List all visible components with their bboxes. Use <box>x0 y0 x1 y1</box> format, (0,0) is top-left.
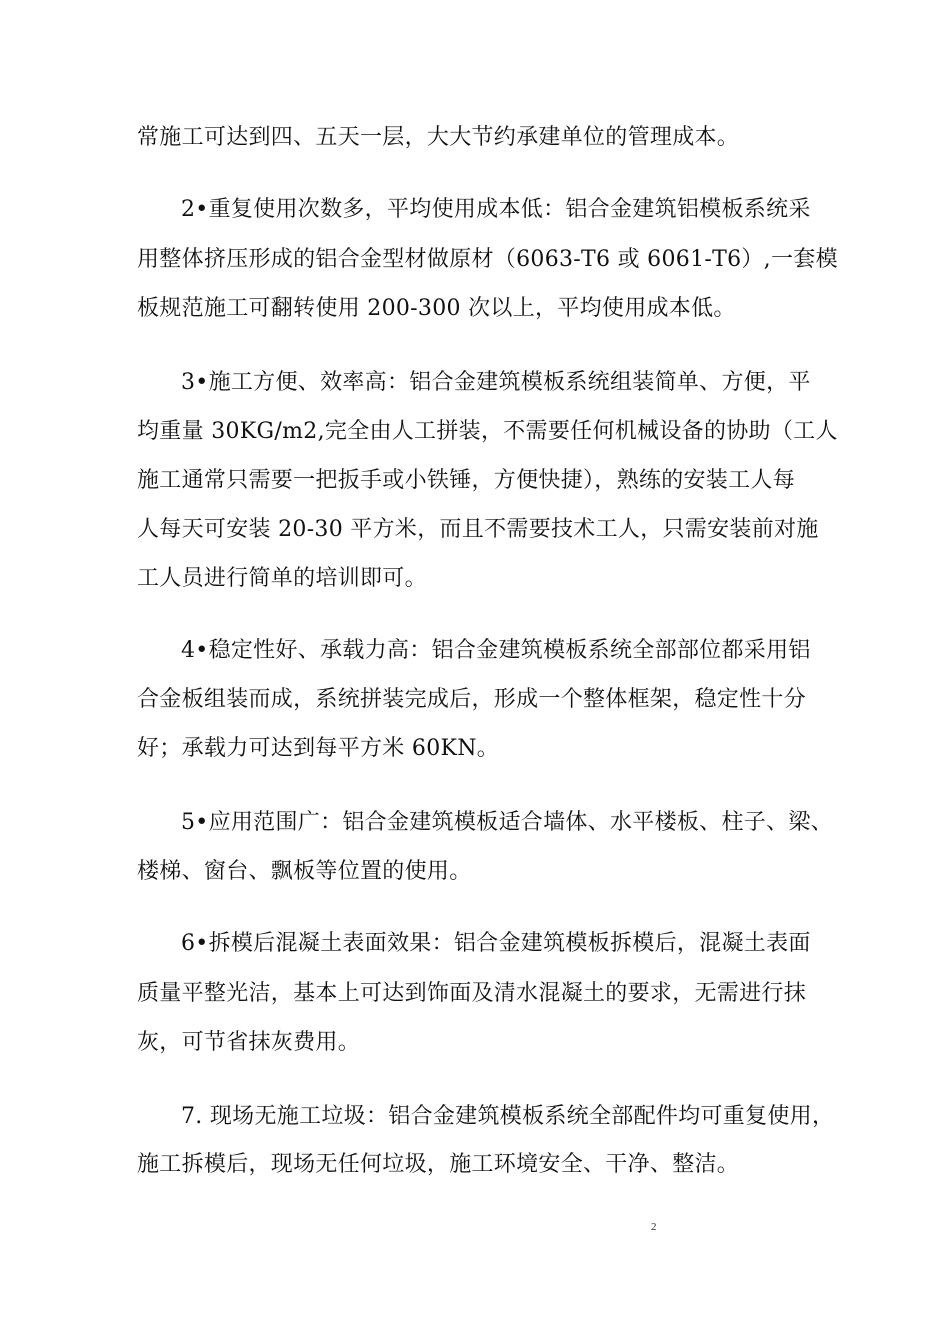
text-line: 均重量 30KG/m2,完全由人工拼装，不需要任何机械设备的协助（工人 <box>137 419 838 444</box>
text-line: 2•重复使用次数多，平均使用成本低：铝合金建筑铝模板系统采 <box>181 197 811 222</box>
text-line: 板规范施工可翻转使用 200-300 次以上，平均使用成本低。 <box>137 296 736 321</box>
text-line: 施工拆模后，现场无任何垃圾，施工环境安全、干净、整洁。 <box>137 1152 740 1177</box>
text-line: 5•应用范围广：铝合金建筑模板适合墙体、水平楼板、柱子、梁、 <box>181 810 833 835</box>
text-line: 6•拆模后混凝土表面效果：铝合金建筑模板拆模后，混凝土表面 <box>181 931 811 956</box>
page-number: 2 <box>651 1221 657 1233</box>
text-line: 好；承载力可达到每平方米 60KN。 <box>137 736 500 761</box>
text-line: 质量平整光洁，基本上可达到饰面及清水混凝土的要求，无需进行抹 <box>137 981 807 1006</box>
text-line: 工人员进行简单的培训即可。 <box>137 566 427 591</box>
text-line: 合金板组装而成，系统拼装完成后，形成一个整体框架，稳定性十分 <box>137 687 807 712</box>
text-line: 用整体挤压形成的铝合金型材做原材（6063-T6 或 6061-T6）,一套模 <box>137 247 838 272</box>
text-line: 灰，可节省抹灰费用。 <box>137 1030 361 1055</box>
text-line: 施工通常只需要一把扳手或小铁锤，方便快捷），熟练的安装工人每 <box>137 468 796 493</box>
text-line: 人每天可安装 20-30 平方米，而且不需要技术工人，只需安装前对施 <box>137 517 819 542</box>
text-line: 3•施工方便、效率高：铝合金建筑模板系统组装简单、方便，平 <box>181 370 811 395</box>
text-line: 楼梯、窗台、飘板等位置的使用。 <box>137 859 472 884</box>
text-line: 常施工可达到四、五天一层，大大节约承建单位的管理成本。 <box>137 125 740 150</box>
text-line: 7. 现场无施工垃圾：铝合金建筑模板系统全部配件均可重复使用， <box>181 1104 835 1129</box>
text-line: 4•稳定性好、承载力高：铝合金建筑模板系统全部部位都采用铝 <box>181 638 811 663</box>
